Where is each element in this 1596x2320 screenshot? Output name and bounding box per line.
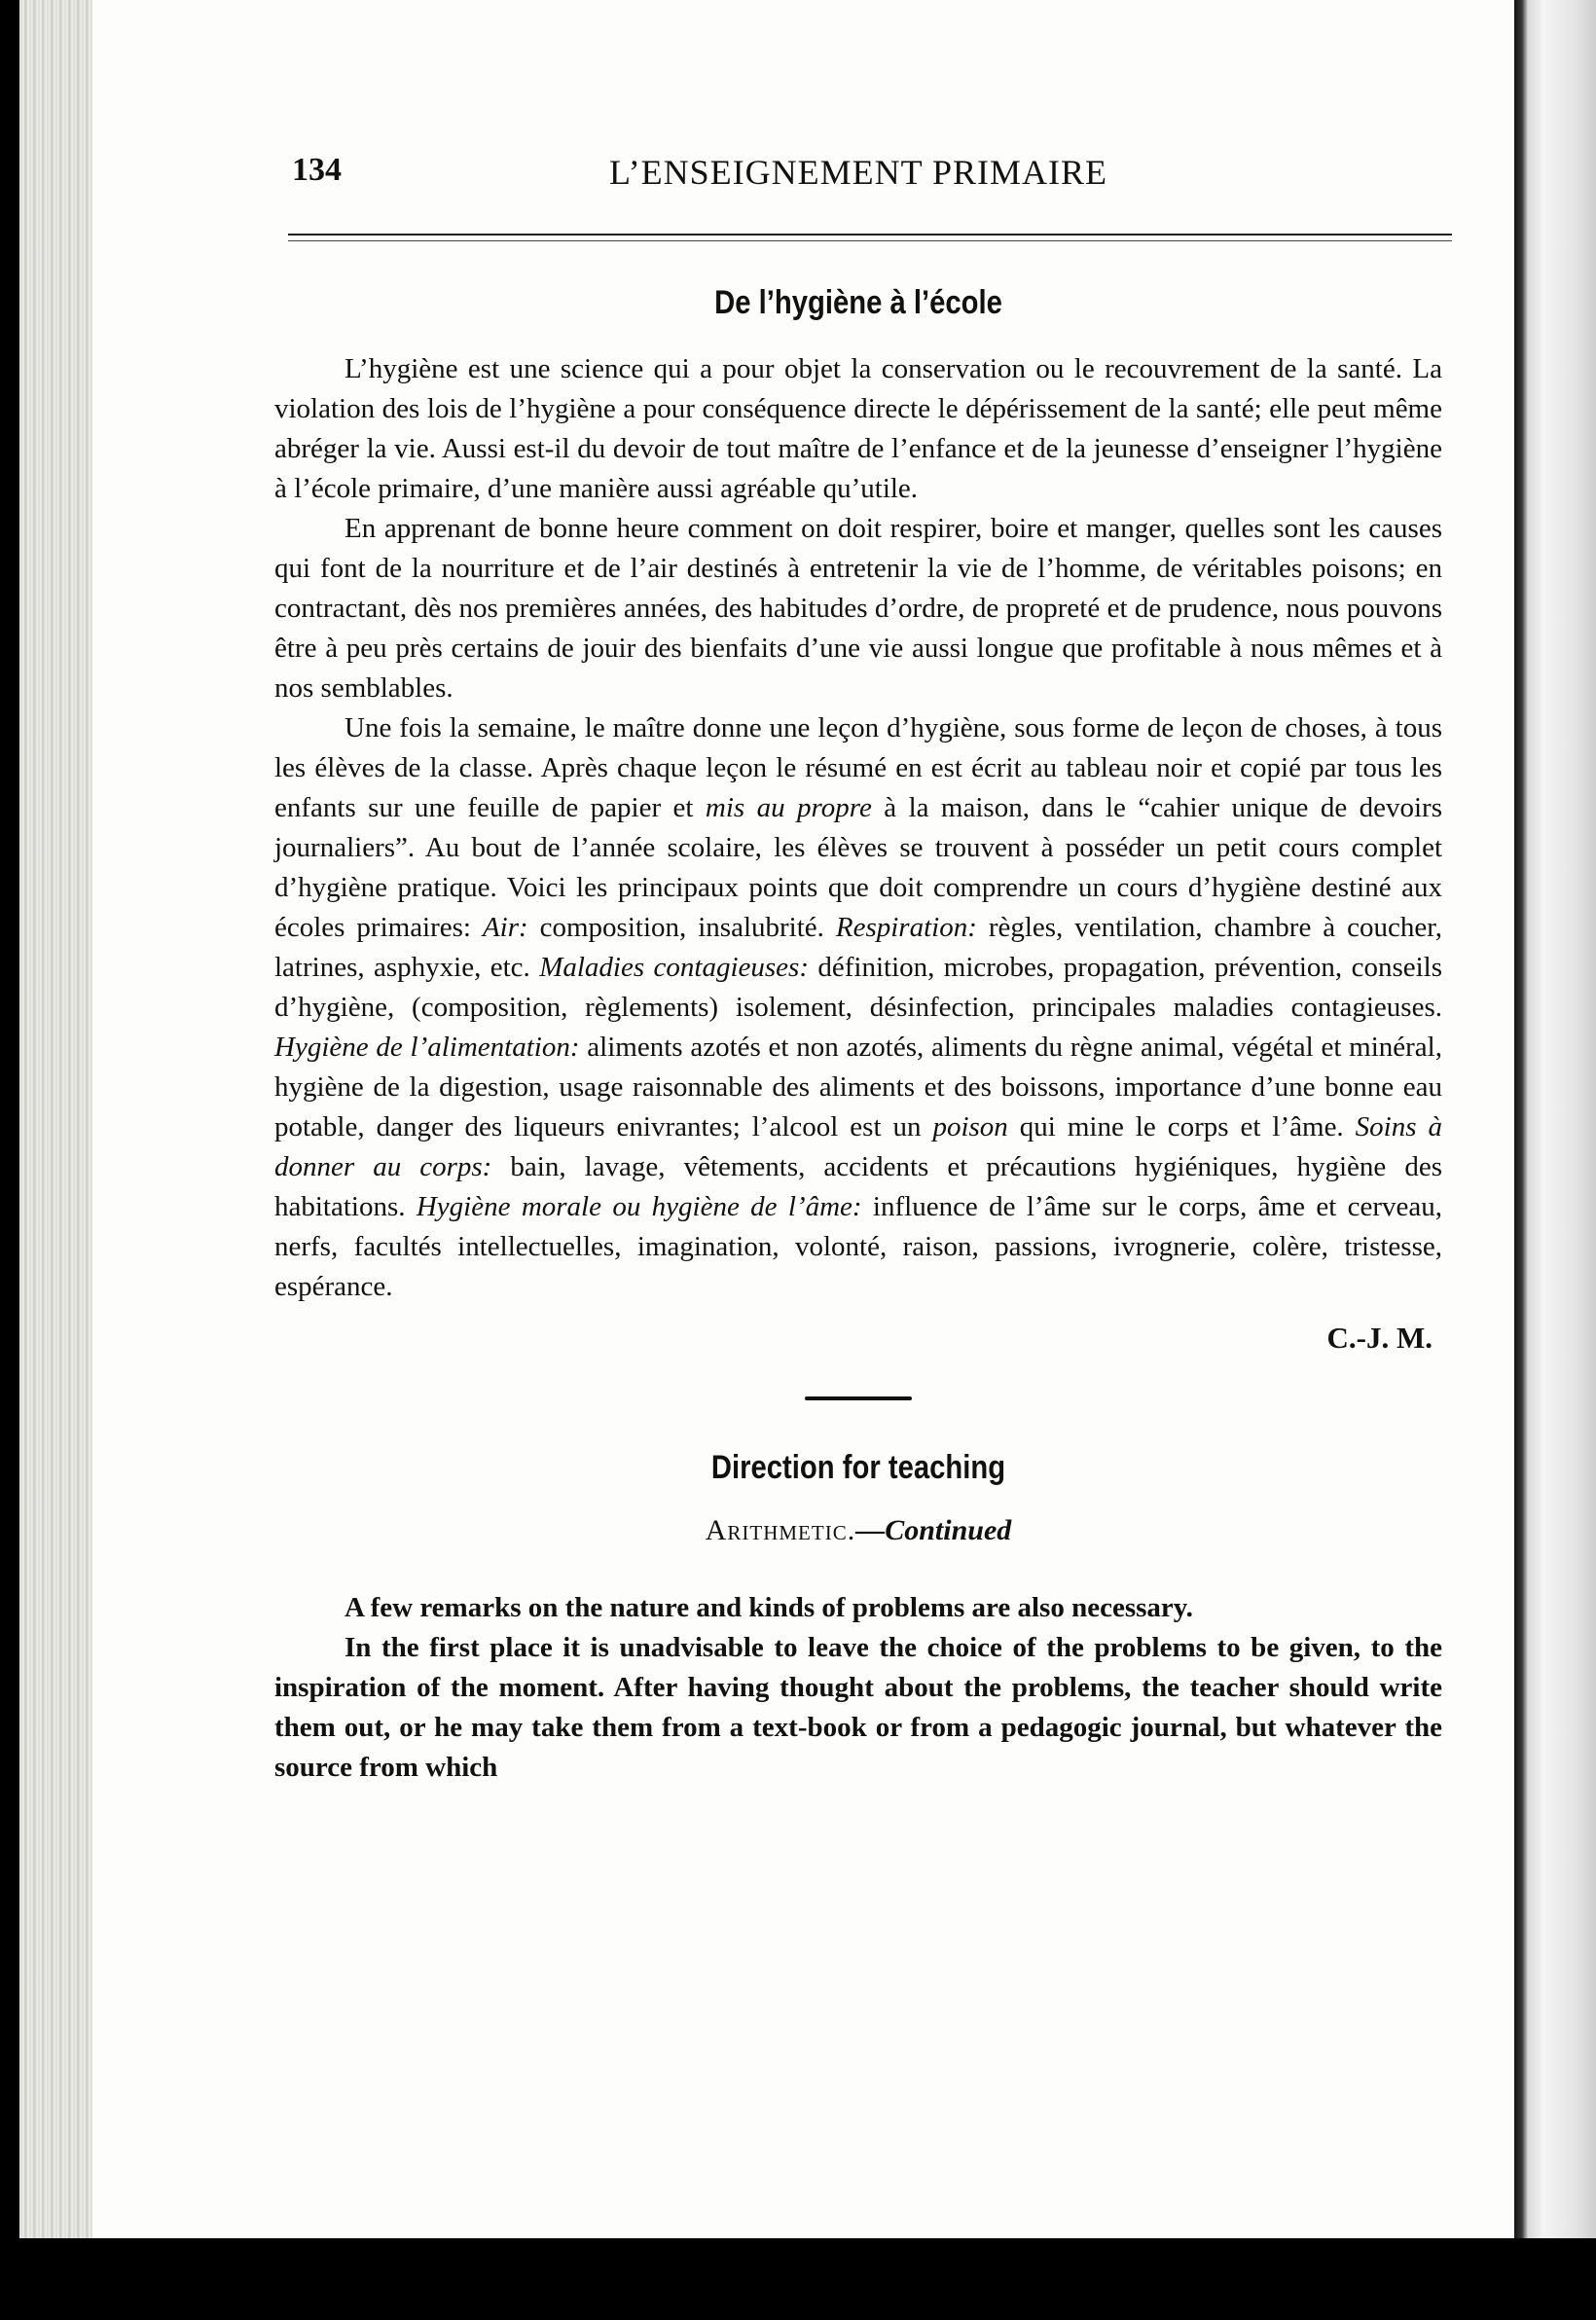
scan-border [0, 2238, 1596, 2320]
text-run: composition, insalubrité. [527, 912, 836, 943]
article-subheading [274, 1514, 1442, 1547]
italic-run: Hygiène morale ou hygiène de l’âme: [416, 1191, 862, 1222]
page-number: 134 [292, 152, 342, 188]
italic-run: Maladies contagieuses: [539, 952, 809, 983]
text-run: aliments azotés et non azotés, aliments du règne animal, végétal et minéral, hygiène de la digestion, usage raisonnable des aliments et des boissons, importance d’une bonne eau potable, danger des liqueurs enivrantes; l’alcool est un [274, 1032, 1442, 1142]
text-run: à la maison, dans le “cahier unique de devoirs journaliers”. Au bout de l’année scolaire, les élèves se trouvent à posséder un petit cours complet d’hygiène pratique. Voici les principaux points que doit comprendre un cours d’hygiène destiné aux écoles primaires: [274, 792, 1442, 943]
text-run: définition, microbes, propagation, prévention, conseils d’hygiène, (composition, règlements) isolement, désinfection, principales maladies contagieuses. [274, 952, 1443, 1023]
paragraph: In the first place it is unadvisable to leave the choice of the problems to be given, to the inspiration of the moment. After having thought about the problems, the teacher should write them out, or he may take them from a text-book or from a pedagogic journal, but whatever the source from which [274, 1632, 1442, 1783]
page-content [274, 146, 1442, 1788]
article-title: Direction for teaching [710, 1449, 1006, 1486]
italic-run: Hygiène de l’alimentation: [274, 1032, 580, 1063]
italic-run: Respiration: [835, 912, 977, 943]
article-title: De l’hygiène à l’école [714, 284, 1002, 321]
page-edge [1514, 0, 1596, 2238]
journal-title: L’ENSEIGNEMENT PRIMAIRE [608, 153, 1107, 192]
italic-run: poison [932, 1111, 1008, 1142]
subheading-italic: —Continued [855, 1514, 1012, 1546]
text-run: règles, ventilation, chambre à coucher, latrines, asphyxie, etc. [274, 912, 1442, 983]
paragraph-hygiene-course [274, 708, 1442, 1307]
italic-run: Air: [482, 912, 528, 943]
text-run: qui mine le corps et l’âme. [1007, 1111, 1356, 1142]
italic-run: mis au propre [705, 792, 872, 823]
italic-run: Soins à donner au corps: [274, 1111, 1442, 1182]
author-signature: C.-J. M. [1326, 1321, 1433, 1355]
section-separator [805, 1396, 912, 1400]
subheading-caps: Arithmetic. [705, 1514, 856, 1546]
paragraph: En apprenant de bonne heure comment on doit respirer, boire et manger, quelles sont les causes qui font de la nourriture et de l’air destinés à entretenir la vie de l’homme, de véritables poisons; en contractant, dès nos premières années, des habitudes d’ordre, de propreté et de prudence, nous pouvons être à peu près certains de jouir des bienfaits d’une vie aussi longue que profitable à nous mêmes et à nos semblables. [274, 513, 1442, 704]
running-head [274, 146, 1442, 204]
paragraph: A few remarks on the nature and kinds of problems are also necessary. [345, 1592, 1193, 1623]
header-rule [288, 234, 1452, 245]
text-run: influence de l’âme sur le corps, âme et cerveau, nerfs, facultés intellectuelles, imagination, volonté, raison, passions, ivrognerie, colère, tristesse, espérance. [274, 1191, 1442, 1302]
binding-gutter [19, 0, 92, 2238]
text-run: Une fois la semaine, le maître donne une leçon d’hygiène, sous forme de leçon de choses, à tous les élèves de la classe. Après chaque leçon le résumé en est écrit au tableau noir et copié par tous les enfants sur une feuille de papier et [274, 712, 1442, 823]
paragraph: L’hygiène est une science qui a pour objet la conservation ou le recouvrement de la santé. La violation des lois de l’hygiène a pour conséquence directe le dépérissement de la santé; elle peut même abréger la vie. Aussi est-il du devoir de tout maître de l’enfance et de la jeunesse d’enseigner l’hygiène à l’école primaire, d’une manière aussi agréable qu’utile. [274, 353, 1442, 504]
text-run: bain, lavage, vêtements, accidents et précautions hygiéniques, hygiène des habitations. [274, 1151, 1442, 1222]
